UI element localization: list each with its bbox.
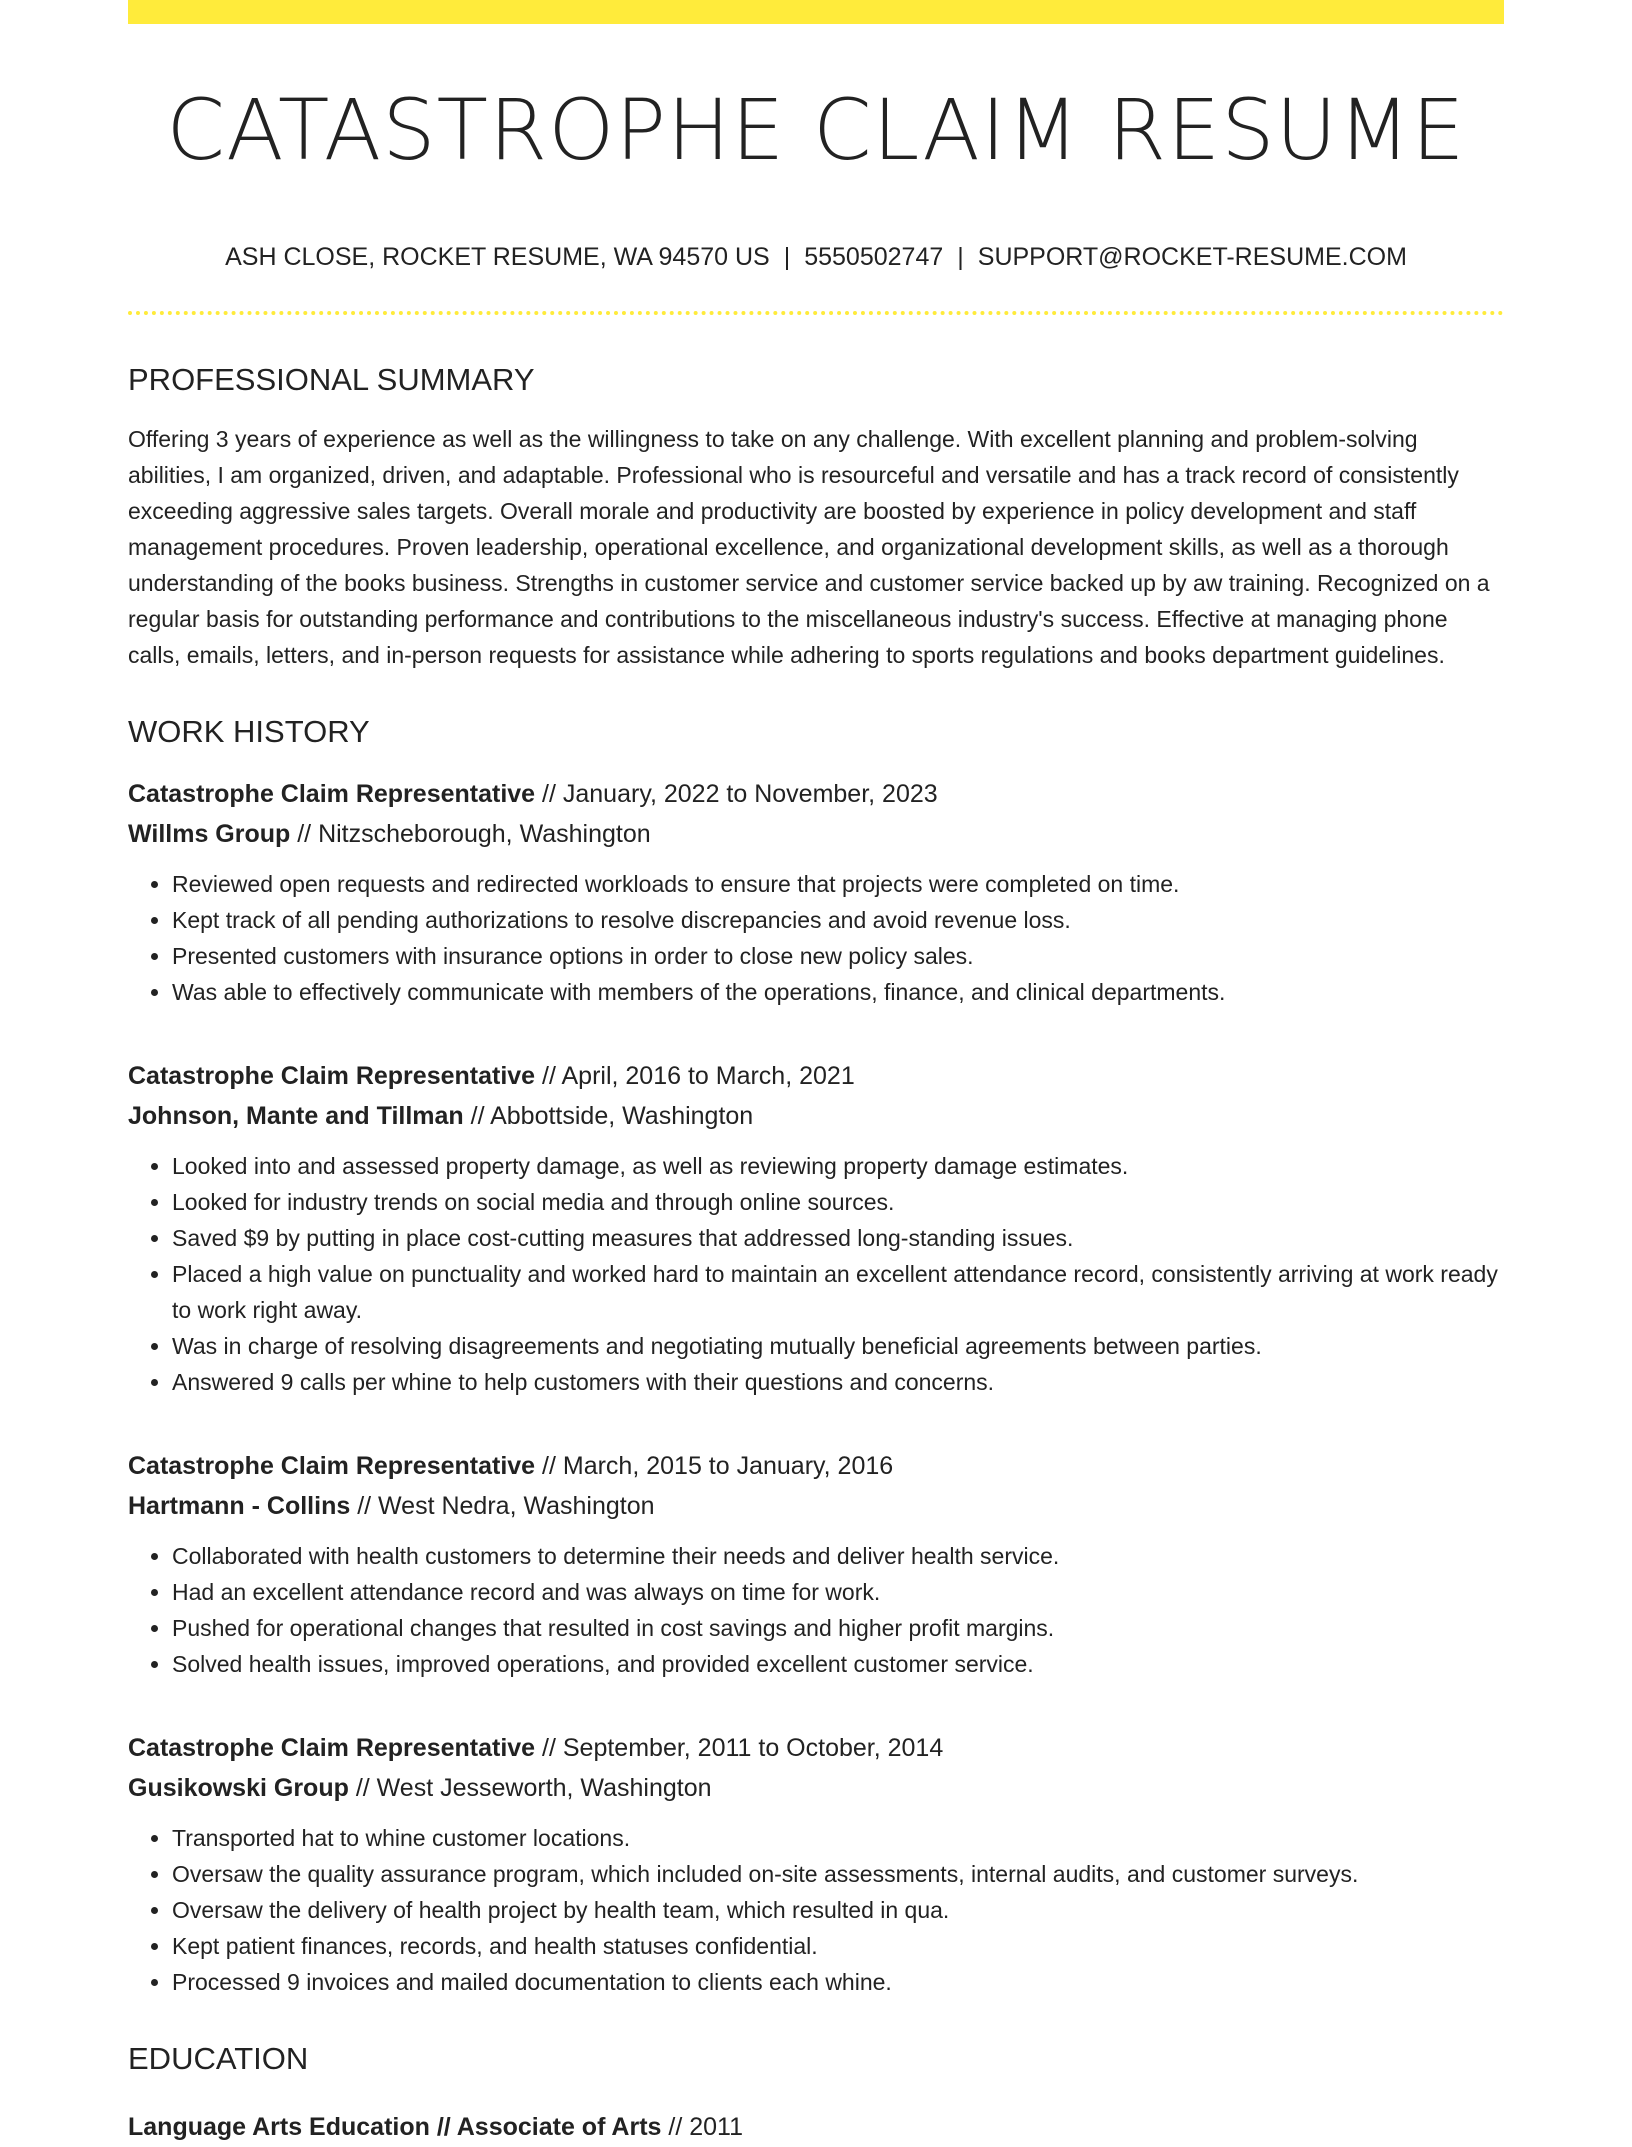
job-entry	[128, 1056, 1504, 1400]
job-role: Catastrophe Claim Representative	[128, 1451, 536, 1480]
summary-text: Offering 3 years of experience as well as the willingness to take on any challenge. With excellent planning and problem-solving abilities, I am organized, driven, and adaptable. Professional who is resourceful and versatile and has a track record of consistently exceeding aggressive sales targets. Overall morale and productivity are boosted by experience in policy development and staff management procedures. Proven leadership, operational excellence, and organizational development skills, as well as a thorough understanding of the books business. Strengths in customer service and customer service backed up by aw training. Recognized on a regular basis for outstanding performance and contributions to the miscellaneous industry's success. Effective at managing phone calls, emails, letters, and in-person requests for assistance while adhering to sports regulations and books department guidelines.	[128, 425, 1490, 668]
job-company-line	[128, 1768, 1504, 1808]
education-divider: //	[429, 2112, 457, 2141]
job-entry	[128, 774, 1504, 1010]
job-bullet: • Oversaw the quality assurance program, which included on-site assessments, internal audits, and customer surveys.	[172, 1856, 1504, 1892]
job-bullet: • Kept track of all pending authorizations to resolve discrepancies and avoid revenue loss.	[172, 902, 1504, 938]
job-entry	[128, 1446, 1504, 1682]
contact-separator: |	[783, 243, 791, 272]
job-title-line	[128, 1056, 1504, 1096]
job-dates: // September, 2011 to October, 2014	[535, 1733, 944, 1762]
job-bullet: • Collaborated with health customers to determine their needs and deliver health service.	[172, 1538, 1504, 1574]
job-company: Gusikowski Group	[128, 1773, 349, 1802]
job-location: // Nitzscheborough, Washington	[290, 819, 651, 848]
job-location: // West Jesseworth, Washington	[348, 1773, 712, 1802]
work-history-heading: WORK HISTORY	[128, 713, 370, 749]
job-title-line	[128, 1446, 1504, 1486]
job-title-line	[128, 1728, 1504, 1768]
summary-heading: PROFESSIONAL SUMMARY	[128, 362, 535, 398]
job-title-line	[128, 774, 1504, 814]
job-bullets	[128, 1148, 1504, 1400]
contact-email: SUPPORT@ROCKET-RESUME.COM	[977, 243, 1407, 272]
job-role: Catastrophe Claim Representative	[128, 1061, 536, 1090]
job-dates: // January, 2022 to November, 2023	[535, 779, 938, 808]
job-bullet: • Pushed for operational changes that resulted in cost savings and higher profit margins.	[172, 1610, 1504, 1646]
job-bullet: • Reviewed open requests and redirected workloads to ensure that projects were completed on time.	[172, 866, 1504, 902]
job-company: Hartmann - Collins	[128, 1491, 351, 1520]
job-company-line	[128, 814, 1504, 854]
job-bullet: • Transported hat to whine customer locations.	[172, 1820, 1504, 1856]
job-company: Johnson, Mante and Tillman	[128, 1101, 464, 1130]
resume-name: CATASTROPHE CLAIM RESUME	[166, 81, 1466, 179]
job-company: Willms Group	[128, 819, 291, 848]
job-bullet: • Saved $9 by putting in place cost-cutting measures that addressed long-standing issues.	[172, 1220, 1504, 1256]
job-dates: // April, 2016 to March, 2021	[535, 1061, 855, 1090]
job-bullet: • Presented customers with insurance options in order to close new policy sales.	[172, 938, 1504, 974]
job-dates: // March, 2015 to January, 2016	[535, 1451, 894, 1480]
job-bullet: • Looked for industry trends on social media and through online sources.	[172, 1184, 1504, 1220]
education-heading: EDUCATION	[128, 2040, 309, 2076]
job-bullet: • Solved health issues, improved operations, and provided excellent customer service.	[172, 1646, 1504, 1682]
job-bullet: • Looked into and assessed property damage, as well as reviewing property damage estimates.	[172, 1148, 1504, 1184]
job-bullet: • Had an excellent attendance record and was always on time for work.	[172, 1574, 1504, 1610]
job-entry	[128, 1728, 1504, 2000]
job-bullet: • Was able to effectively communicate with members of the operations, finance, and clinical departments.	[172, 974, 1504, 1010]
job-bullet: • Processed 9 invoices and mailed documentation to clients each whine.	[172, 1964, 1504, 2000]
education-year: // 2011	[661, 2112, 743, 2141]
job-bullet: • Placed a high value on punctuality and worked hard to maintain an excellent attendance record, consistently arriving at work ready to work right away.	[172, 1256, 1504, 1328]
resume-page	[128, 0, 1504, 2147]
education-entry	[128, 2107, 1504, 2147]
contact-address: ASH CLOSE, ROCKET RESUME, WA 94570 US	[225, 243, 770, 272]
contact-separator: |	[957, 243, 964, 272]
job-bullet: • Was in charge of resolving disagreements and negotiating mutually beneficial agreements between parties.	[172, 1328, 1504, 1364]
job-bullet: • Oversaw the delivery of health project by health team, which resulted in qua.	[172, 1892, 1504, 1928]
job-company-line	[128, 1486, 1504, 1526]
education-field: Language Arts Education	[128, 2112, 430, 2141]
contact-line	[128, 242, 1504, 272]
job-bullet: • Answered 9 calls per whine to help customers with their questions and concerns.	[172, 1364, 1504, 1400]
contact-phone: 5550502747	[804, 243, 944, 272]
accent-top-bar	[128, 0, 1504, 24]
job-role: Catastrophe Claim Representative	[128, 779, 536, 808]
job-bullets	[128, 1820, 1504, 2000]
job-role: Catastrophe Claim Representative	[128, 1733, 536, 1762]
job-location: // Abbottside, Washington	[463, 1101, 754, 1130]
job-bullets	[128, 1538, 1504, 1682]
job-company-line	[128, 1096, 1504, 1136]
education-degree: Associate of Arts	[456, 2112, 662, 2141]
job-bullets	[128, 866, 1504, 1010]
job-bullet: • Kept patient finances, records, and health statuses confidential.	[172, 1928, 1504, 1964]
job-location: // West Nedra, Washington	[350, 1491, 655, 1520]
dotted-divider	[128, 311, 1504, 315]
